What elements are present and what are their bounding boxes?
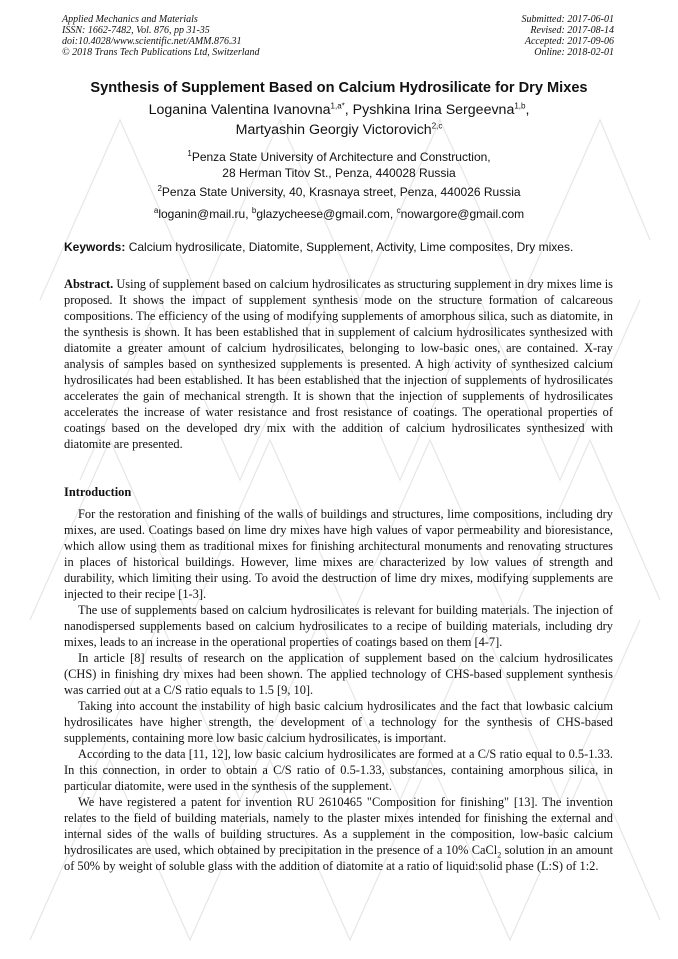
- accepted-date: Accepted: 2017-09-06: [524, 36, 614, 47]
- keywords-label: Keywords:: [64, 240, 126, 254]
- affiliation-line: 28 Herman Titov St., Penza, 440028 Russia: [222, 166, 456, 180]
- affiliation-line: Penza State University of Architecture and Construction,: [191, 150, 491, 164]
- affiliation-2: [40, 184, 638, 200]
- author-sup: 1,a*: [330, 101, 345, 111]
- paragraph: According to the data [11, 12], low basic calcium hydrosilicates are formed at a C/S ratio equal to 0.5-1.33. In this connection, in order to obtain a C/S ratio of 0.5-1.33, substances, containing amorphous silica, in particular diatomite, were used in the synthesis of the supplement.: [64, 747, 613, 793]
- author-sup: 1,b: [514, 101, 526, 111]
- keywords-text: Calcium hydrosilicate, Diatomite, Supplement, Activity, Lime composites, Dry mixes.: [128, 240, 574, 254]
- submitted-date: Submitted: 2017-06-01: [521, 14, 614, 25]
- journal-name: Applied Mechanics and Materials: [62, 14, 198, 25]
- section-heading-introduction: Introduction: [64, 485, 132, 499]
- email-link[interactable]: loganin@mail.ru: [158, 207, 246, 221]
- paragraph: [64, 794, 613, 874]
- email-link[interactable]: nowargore@gmail.com: [400, 207, 525, 221]
- introduction-body: [64, 506, 613, 874]
- email-sup: a: [153, 206, 159, 215]
- paragraph-text: solution in an amount of 50% by weight of soluble glass with the addition of diatomite at a ratio of liquid:solid phase (L:S) of 1:2.: [64, 843, 613, 873]
- subscript: 2: [497, 850, 502, 860]
- doi-line: doi:10.4028/www.scientific.net/AMM.876.31: [62, 36, 242, 47]
- author-name: Loganina Valentina Ivanovna: [148, 102, 331, 118]
- copyright-line: © 2018 Trans Tech Publications Ltd, Switzerland: [62, 47, 260, 58]
- paragraph: For the restoration and finishing of the walls of buildings and structures, lime compositions, including dry mixes, are used. Coatings based on lime dry mixes have high values of vapor permeability and bioresistance, which allow using them as traditional mixes for finishing architectural monuments and renovating structures in places of historical buildings. However, lime mixes are characterized by low values of strength and durability, which limiting their using. To avoid the destruction of lime dry mixes, modifying supplements are injected to their recipe [1-3].: [64, 507, 613, 601]
- email-list: $^a$loganin@mail.ru, $^b$glazycheese@gmail.com, $^c$nowargore@gmail.com: [153, 206, 525, 221]
- issn-line: ISSN: 1662-7482, Vol. 876, pp 31-35: [62, 25, 210, 36]
- email-link[interactable]: glazycheese@gmail.com: [256, 207, 390, 221]
- abstract-text: Using of supplement based on calcium hydrosilicates as structuring supplement in dry mixes lime is proposed. It shows the impact of supplement synthesis mode on the structure formation of calcareous compositions. The efficiency of the using of modifying supplements of amorphous silica, such as diatomite, in the synthesis is shown. It has been established that in supplement of calcium hydrosilicates synthesized with diatomite a greater amount of calcium hydrosilicates, belonging to low-basic ones, are contained. X-ray analysis of samples based on synthesized supplements is presented. A high activity of synthesized calcium hydrosilicates had been established. It has been established that the injection of supplements of hydrosilicates accelerates the gain of mechanical strength. It is shown that the injection of supplements of hydrosilicates accelerates the increase of water resistance and frost resistance of coatings. The operational properties of coatings based on the developed dry mix with the addition of calcium hydrosilicates synthesized with diatomite are presented.: [64, 277, 613, 451]
- paragraph: Taking into account the instability of high basic calcium hydrosilicates and the fact that lowbasic calcium hydrosilicates have higher strength, the development of a technology for the synthesis of CHS-based supplements, containing more low basic calcium hydrosilicates, is important.: [64, 699, 613, 745]
- author-sup: 2,c: [431, 121, 443, 131]
- paragraph: In article [8] results of research on the application of supplement based on the calcium hydrosilicates (CHS) in finishing dry mixes had been shown. The applied technology of CHS-based supplement synthesis was carried out at a C/S ratio equals to 1.5 [9, 10].: [64, 651, 613, 697]
- revised-date: Revised: 2017-08-14: [530, 25, 614, 36]
- paper-title: Synthesis of Supplement Based on Calcium Hydrosilicate for Dry Mixes: [90, 80, 588, 96]
- affiliation-line: Penza State University, 40, Krasnaya street, Penza, 440026 Russia: [161, 185, 521, 199]
- abstract: [64, 276, 613, 452]
- online-date: Online: 2018-02-01: [534, 47, 614, 58]
- paragraph-text: We have registered a patent for invention RU 2610465 "Composition for finishing" [13]. The invention relates to the field of building materials, namely to the plaster mixes intended for finishing the external and internal sides of the walls of building structures. As a supplement in the composition, low-basic calcium hydrosilicates are used, which obtained by precipitation in the presence of a 10% CaCl: [64, 795, 613, 857]
- email-sup: c: [396, 206, 401, 215]
- affiliation-sup: 2: [157, 184, 162, 193]
- author-name: Martyashin Georgiy Victorovich: [235, 122, 432, 138]
- paragraph: The use of supplements based on calcium hydrosilicates is relevant for building materials. The injection of nanodispersed supplements based on calcium hydrosilicates to a recipe of building materials, including dry mixes, leads to an increase in the operational properties of coatings based on them [4-7].: [64, 603, 613, 649]
- author-list: Loganina Valentina Ivanovna$^{1,a*}$, Pyshkina Irina Sergeevna$^{1,b}$, Martyashin Georgiy Victorovich$^{2,c}$: [148, 101, 530, 138]
- abstract-label: Abstract.: [64, 277, 114, 291]
- keywords: [64, 240, 618, 254]
- author-name: Pyshkina Irina Sergeevna: [352, 102, 515, 118]
- affiliation-sup: 1: [187, 149, 192, 158]
- publication-dates: [522, 14, 615, 58]
- email-sup: b: [251, 206, 257, 215]
- journal-header: [62, 14, 614, 58]
- affiliation-1: [40, 149, 638, 181]
- journal-info: [62, 14, 260, 58]
